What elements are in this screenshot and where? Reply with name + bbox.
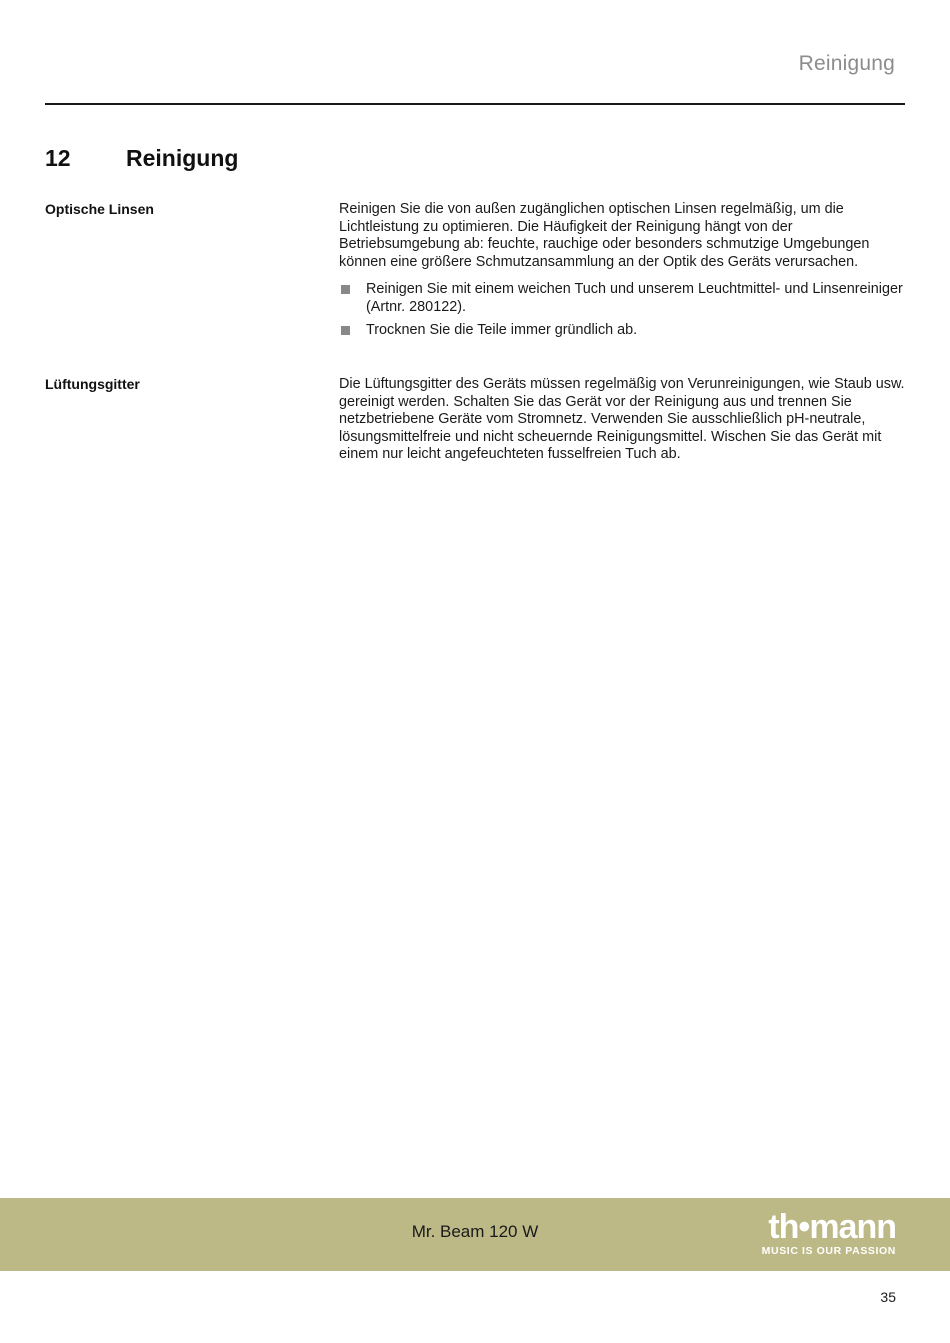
square-bullet-icon — [341, 326, 350, 335]
chapter-number: 12 — [45, 145, 71, 171]
section-body — [339, 201, 907, 344]
product-name: Mr. Beam 120 W — [411, 1222, 539, 1241]
section-label: Optische Linsen — [45, 201, 154, 217]
square-bullet-icon — [341, 285, 350, 294]
section-paragraph: Die Lüftungsgitter des Geräts müssen regelmäßig von Verunreinigungen, wie Staub usw. gereinigt werden. Schalten Sie das Gerät vor der Reinigung aus und trennen Sie netzbetriebene Geräte vom Stromnetz. Verwenden Sie ausschließlich pH-neutrale, lösungsmittelfreie und nicht scheuernde Reinigungsmittel. Wischen Sie das Gerät mit einem nur leicht angefeuchteten fusselfreien Tuch ab. — [339, 376, 905, 463]
logo-wordmark: th•mann — [768, 1208, 896, 1246]
footer-band — [0, 1198, 950, 1271]
section-paragraph: Reinigen Sie die von außen zugänglichen optischen Linsen regelmäßig, um die Lichtleistung zu optimieren. Die Häufigkeit der Reinigung hängt von der Betriebsumgebung ab: feuchte, rauchige oder besonders schmutzige Umgebungen können eine größere Schmutzansammlung an der Optik des Geräts verursachen. — [339, 201, 870, 270]
chapter-heading — [45, 145, 238, 172]
list-item — [339, 281, 907, 316]
section-body — [339, 376, 907, 464]
list-item — [339, 322, 907, 340]
running-header-title: Reinigung — [798, 52, 895, 75]
list-item-text: Reinigen Sie mit einem weichen Tuch und unserem Leuchtmittel- und Linsenreiniger (Artnr. 280122). — [366, 281, 903, 315]
thomann-logo — [762, 1210, 896, 1258]
section-label: Lüftungsgitter — [45, 376, 140, 392]
bullet-list — [339, 281, 907, 339]
header-divider — [45, 103, 905, 105]
logo-tagline: MUSIC IS OUR PASSION — [761, 1245, 896, 1257]
page-number: 35 — [880, 1289, 896, 1305]
list-item-text: Trocknen Sie die Teile immer gründlich ab. — [366, 321, 638, 338]
chapter-title: Reinigung — [126, 145, 239, 171]
